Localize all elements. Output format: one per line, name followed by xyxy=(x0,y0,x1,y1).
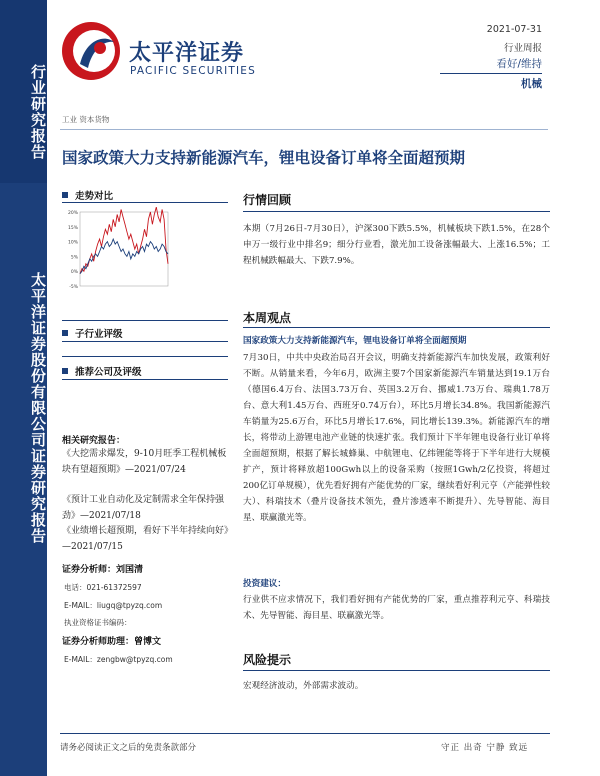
series-line-0 xyxy=(80,207,168,274)
title-divider xyxy=(60,129,548,130)
series-line-1 xyxy=(80,239,168,274)
report-date: 2021-07-31 xyxy=(486,24,542,35)
header-divider xyxy=(440,73,542,74)
sidebar-bottom-text: 太平洋证券股份有限公司证券研究报告 xyxy=(29,272,47,544)
risk-section-rule xyxy=(243,670,550,671)
square-bullet-icon xyxy=(62,192,68,198)
square-bullet-icon xyxy=(62,330,68,336)
analyst-email: E-MAIL：liugq@tpyzq.com xyxy=(64,601,163,610)
footer-divider xyxy=(60,733,550,734)
review-section-title: 行情回顾 xyxy=(243,193,292,207)
advice-heading: 投资建议： xyxy=(243,579,286,589)
sub-industry-title-text: 子行业评级 xyxy=(75,329,123,340)
footer-disclaimer: 请务必阅读正文之后的免责条款部分 xyxy=(60,743,197,753)
assistant-email: E-MAIL：zengbw@tpyzq.com xyxy=(64,655,173,664)
y-tick-label: 20% xyxy=(67,211,78,216)
risk-paragraph: 宏观经济波动，外部需求波动。 xyxy=(243,681,364,691)
companies-title-text: 推荐公司及评级 xyxy=(75,367,142,378)
y-tick-label: 15% xyxy=(67,225,78,231)
sidebar-top-text: 行业研究报告 xyxy=(29,64,47,160)
risk-section-title: 风险提示 xyxy=(243,653,292,667)
logo-text-en: PACIFIC SECURITIES xyxy=(130,65,257,77)
trend-section-title xyxy=(62,188,113,202)
report-type: 行业周报 xyxy=(503,43,542,54)
square-bullet-icon xyxy=(62,368,68,374)
trend-title-text: 走势对比 xyxy=(75,191,114,202)
footer-motto: 守正 出奇 宁静 致远 xyxy=(441,743,529,753)
review-section-rule xyxy=(243,211,550,212)
companies-rule xyxy=(62,379,228,380)
related-report-item: 《大挖需求爆发，9-10月旺季工程机械板块有望超预期》—2021/07/24 xyxy=(62,449,227,475)
related-report-item: 《业绩增长超预期，看好下半年持续向好》—2021/07/15 xyxy=(62,526,229,552)
companies-rule-top xyxy=(62,356,228,357)
category-label: 工业 资本货物 xyxy=(62,115,110,124)
analyst-label: 证券分析师：刘国清 xyxy=(62,565,144,575)
sub-industry-rule-top xyxy=(62,320,228,321)
sub-industry-rule xyxy=(62,341,228,342)
analyst-phone: 电话：021-61372597 xyxy=(64,583,142,592)
sector-label: 机械 xyxy=(521,78,542,90)
y-tick-label: 0% xyxy=(70,270,78,276)
companies-section-title xyxy=(62,364,142,378)
trend-chart xyxy=(60,206,230,302)
review-paragraph: 本期（7月26日-7月30日），沪深300下跌5.5%，机械板块下跌1.5%，在28个申万一级行业中排名9；细分行业看，激光加工设备涨幅最大、上涨16.5%；工程机械跌幅最大、下跌7.9%。 xyxy=(243,224,550,266)
view-section-title: 本周观点 xyxy=(243,311,292,325)
view-section-rule xyxy=(243,327,550,328)
trend-section-rule xyxy=(62,202,228,203)
view-paragraph: 7月30日，中共中央政治局召开会议，明确支持新能源汽车加快发展，政策利好不断。从销量来看，今年6月，欧洲主要7个国家新能源汽车销量达到19.1万台（德国6.4万台、法国3.73万台、英国3.2万台、挪威1.73万台、瑞典1.78万台、意大利1.45万台、西班牙0.74万台），环比5月增长34.8%。我国新能源汽车销量为25.6万台，环比5月增长17.6%，同比增长139.3%。新能源汽车的增长，将带动上游锂电池产业链的快速扩张。我们预计下半年锂电设备行业订单将全面超预期，根据了解长城蜂巢、中航锂电、亿纬锂能等将于下半年进行大规模扩产，预计将释放超100Gwh以上的设备采购（按照1Gwh/2亿投资，将超过200亿订单规模），优先看好拥有产能优势的厂家，继续看好利元亨（产能弹性较大）、科瑞技术（叠片设备技术领先，叠片渗透率不断提升）、先导智能、海目星、联赢激光等。 xyxy=(243,353,550,523)
analyst-certificate: 执业资格证书编码： xyxy=(64,618,132,627)
related-report-item: 《预计工业自动化及定制需求全年保持强劲》—2021/07/18 xyxy=(62,495,225,521)
related-reports-title: 相关研究报告： xyxy=(62,436,126,446)
advice-paragraph: 行业供不应求情况下，我们看好拥有产能优势的厂家，重点推荐利元亨、科瑞技术、先导智能、海目星、联赢激光等。 xyxy=(243,595,550,621)
view-subheading: 国家政策大力支持新能源汽车，锂电设备订单将全面超预期 xyxy=(243,336,467,346)
page-title: 国家政策大力支持新能源汽车，锂电设备订单将全面超预期 xyxy=(62,148,466,167)
y-tick-label: -5% xyxy=(69,285,78,290)
logo-icon xyxy=(60,20,122,82)
y-tick-label: 5% xyxy=(70,255,78,261)
sub-industry-section-title xyxy=(62,326,123,340)
rating: 看好/维持 xyxy=(496,58,542,70)
logo-text-cn: 太平洋证券 xyxy=(129,41,245,66)
assistant-label: 证券分析师助理：曾博文 xyxy=(62,637,162,647)
y-tick-label: 10% xyxy=(67,240,78,246)
